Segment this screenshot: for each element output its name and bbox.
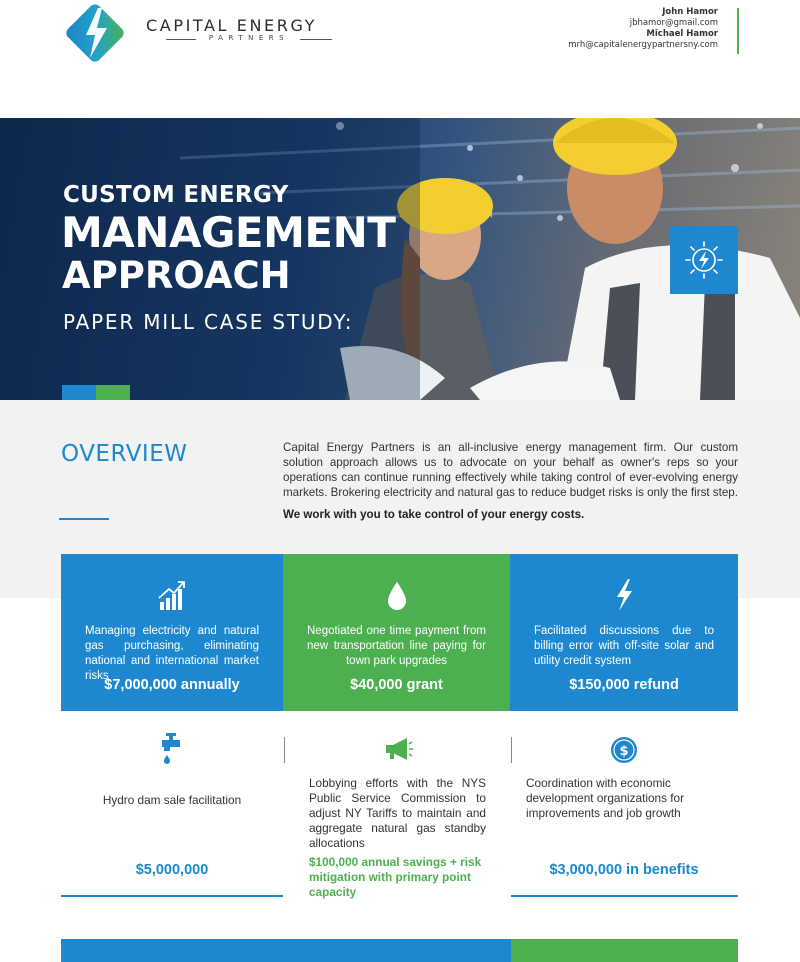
stat-value: $3,000,000 in benefits — [549, 862, 699, 878]
lightning-bolt-icon — [609, 578, 639, 612]
hero-kicker: CUSTOM ENERGY — [63, 182, 289, 208]
company-logo-icon — [64, 2, 126, 64]
contact-name: John Hamor — [662, 7, 718, 17]
stat-card-text: Facilitated discussions due to billing error with off-site solar and utility credit system — [534, 625, 714, 667]
stat-text: Coordination with economic development organizations for improvements and job growth — [526, 776, 685, 820]
stat-divider — [284, 737, 285, 763]
brand-divider-right — [300, 39, 332, 40]
contact-name: Michael Hamor — [646, 29, 718, 39]
stat-text: Lobbying efforts with the NYS Public Service Commission to adjust NY Tariffs to maintain and aggregate natural gas standby allocations — [309, 776, 486, 850]
hero-subtitle: PAPER MILL CASE STUDY: — [63, 310, 354, 334]
brand-name: CAPITAL ENERGY — [146, 16, 318, 35]
stat-card-text: Managing electricity and natural gas purchasing, eliminating national and international market risks — [85, 625, 259, 682]
stat-divider — [511, 737, 512, 763]
energy-badge — [670, 226, 738, 294]
megaphone-icon — [381, 730, 413, 766]
footer-bar-green — [511, 939, 738, 962]
contact-email[interactable]: mrh@capitalenergypartnersny.com — [568, 40, 718, 50]
stat-card-billing — [510, 554, 738, 711]
overview-underline — [59, 518, 109, 520]
stat-text: Hydro dam sale facilitation — [102, 793, 242, 807]
stat-card-transportation — [283, 554, 510, 711]
overview-emphasis: We work with you to take control of your energy costs. — [283, 508, 585, 521]
stat-value: $5,000,000 — [135, 862, 209, 878]
water-drop-icon — [382, 578, 412, 612]
stat-card-value: $150,000 refund — [569, 677, 679, 693]
hero-accent-blue — [62, 385, 96, 400]
contact-block — [568, 7, 718, 51]
svg-text:$: $ — [619, 744, 629, 759]
hero-title: MANAGEMENT — [61, 208, 396, 257]
water-faucet-icon — [156, 730, 188, 766]
contact-divider — [737, 8, 739, 54]
contact-email[interactable]: jbhamor@gmail.com — [629, 18, 718, 28]
stat-card-value: $40,000 grant — [350, 677, 443, 693]
hero-title-line2: APPROACH — [62, 254, 291, 297]
overview-paragraph: Capital Energy Partners is an all-inclusive energy management firm. Our custom solution approach allows us to advocate on your behalf as owner's reps so your operations can continue running effectively while taking control of ever-evolving energy markets. Brokering electricity and natural gas to reduce budget risks is only the first step. — [283, 441, 738, 499]
growth-chart-icon — [157, 578, 187, 612]
stat-underline — [511, 895, 738, 897]
hero-accent-green — [96, 385, 130, 400]
overview-heading: OVERVIEW — [61, 441, 188, 467]
brand-subtitle: PARTNERS — [208, 34, 290, 42]
sun-bolt-icon — [670, 226, 738, 294]
dollar-coin-icon — [608, 730, 640, 766]
stat-card-text: Negotiated one time payment from new transportation line paying for town park upgrades — [307, 625, 486, 667]
stat-card-value: $7,000,000 annually — [104, 677, 240, 693]
stat-value: $100,000 annual savings + risk mitigation with primary point capacity — [309, 855, 482, 899]
stat-underline — [61, 895, 283, 897]
footer-bar-blue — [61, 939, 511, 962]
stat-card-electricity — [61, 554, 283, 711]
